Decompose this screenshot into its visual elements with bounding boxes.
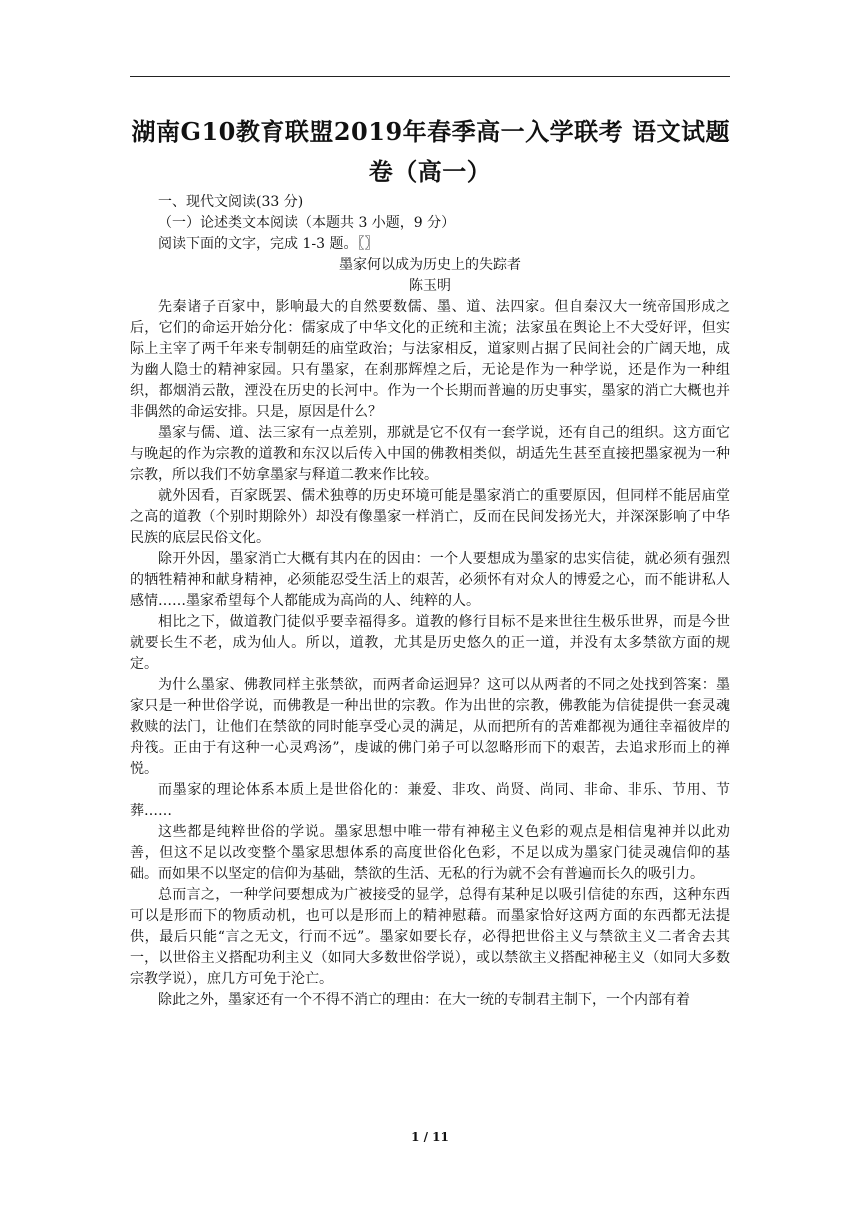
paragraph: 除此之外，墨家还有一个不得不消亡的理由：在大一统的专制君主制下，一个内部有着 xyxy=(158,992,690,1008)
document-body xyxy=(130,192,730,1011)
header-rule xyxy=(130,76,730,77)
paragraph: 为什么墨家、佛教同样主张禁欲，而两者命运迥异？这可以从两者的不同之处找到答案：墨家只是一种世俗学说，而佛教是一种出世的宗教。作为出世的宗教，佛教能为信徒提供一套灵魂救赎的法门，让他们在禁欲的同时能享受心灵的满足，从而把所有的苦难都视为通往幸福彼岸的舟筏。正由于有这种一心灵鸡汤”，虔诚的佛门弟子可以忽略形而下的艰苦，去追求形而上的禅悦。 xyxy=(130,677,730,777)
reading-instruction: 阅读下面的文字，完成 1-3 题。〖〗 xyxy=(158,236,379,252)
article-title: 墨家何以成为历史上的失踪者 xyxy=(339,257,521,273)
paragraph: 先秦诸子百家中，影响最大的自然要数儒、墨、道、法四家。但自秦汉大一统帝国形成之后，它们的命运开始分化：儒家成了中华文化的正统和主流；法家虽在舆论上不大受好评，但实际上主宰了两千年来专制朝廷的庙堂政治；与法家相反，道家则占据了民间社会的广阔天地，成为幽人隐士的精神家园。只有墨家，在刹那辉煌之后，无论是作为一种学说，还是作为一种组织，都烟消云散，湮没在历史的长河中。作为一个长期而普遍的历史事实，墨家的消亡大概也并非偶然的命运安排。只是，原因是什么？ xyxy=(130,299,730,420)
exam-title-line-2: 卷（高一） xyxy=(368,157,492,186)
paragraph: 这些都是纯粹世俗的学说。墨家思想中唯一带有神秘主义色彩的观点是相信鬼神并以此劝善，但这不足以改变整个墨家思想体系的高度世俗化色彩，不足以成为墨家门徒灵魂信仰的基础。而如果不以坚定的信仰为基础，禁欲的生活、无私的行为就不会有普遍而长久的吸引力。 xyxy=(130,824,730,882)
paragraph: 就外因看，百家既罢、儒术独尊的历史环境可能是墨家消亡的重要原因，但同样不能居庙堂之高的道教（个别时期除外）却没有像墨家一样消亡，反而在民间发扬光大，并深深影响了中华民族的底层民俗文化。 xyxy=(130,488,730,546)
exam-title-line-1: 湖南G10教育联盟2019年春季高一入学联考 语文试题 xyxy=(131,117,730,146)
paragraph: 墨家与儒、道、法三家有一点差别，那就是它不仅有一套学说，还有自己的组织。这方面它与晚起的作为宗教的道教和东汉以后传入中国的佛教相类似，胡适先生甚至直接把墨家视为一种宗教，所以我们不妨拿墨家与释道二教来作比较。 xyxy=(130,425,730,483)
page-number: 1 / 11 xyxy=(411,1130,449,1144)
paragraph: 除开外因，墨家消亡大概有其内在的因由：一个人要想成为墨家的忠实信徒，就必须有强烈的牺牲精神和献身精神，必须能忍受生活上的艰苦，必须怀有对众人的博爱之心，而不能讲私人感情……墨家希望每个人都能成为高尚的人、纯粹的人。 xyxy=(130,551,730,609)
paragraph: 相比之下，做道教门徒似乎要幸福得多。道教的修行目标不是来世往生极乐世界，而是今世就要长生不老，成为仙人。所以，道教，尤其是历史悠久的正一道，并没有太多禁欲方面的规定。 xyxy=(130,614,730,672)
paragraph: 总而言之，一种学问要想成为广被接受的显学，总得有某种足以吸引信徒的东西，这种东西可以是形而下的物质动机，也可以是形而上的精神慰藉。而墨家恰好这两方面的东西都无法提供，最后只能“言之无文，行而不远”。墨家如要长存，必得把世俗主义与禁欲主义二者舍去其一，以世俗主义搭配功利主义（如同大多数世俗学说），或以禁欲主义搭配神秘主义（如同大多数宗教学说），庶几方可免于沦亡。 xyxy=(130,887,730,987)
sub-section-heading: （一）论述类文本阅读（本题共 3 小题，9 分） xyxy=(158,215,456,231)
section-heading: 一、现代文阅读(33 分) xyxy=(158,194,304,210)
article-author: 陈玉明 xyxy=(409,278,451,294)
paragraph: 而墨家的理论体系本质上是世俗化的：兼爱、非攻、尚贤、尚同、非命、非乐、节用、节葬…… xyxy=(130,782,730,819)
